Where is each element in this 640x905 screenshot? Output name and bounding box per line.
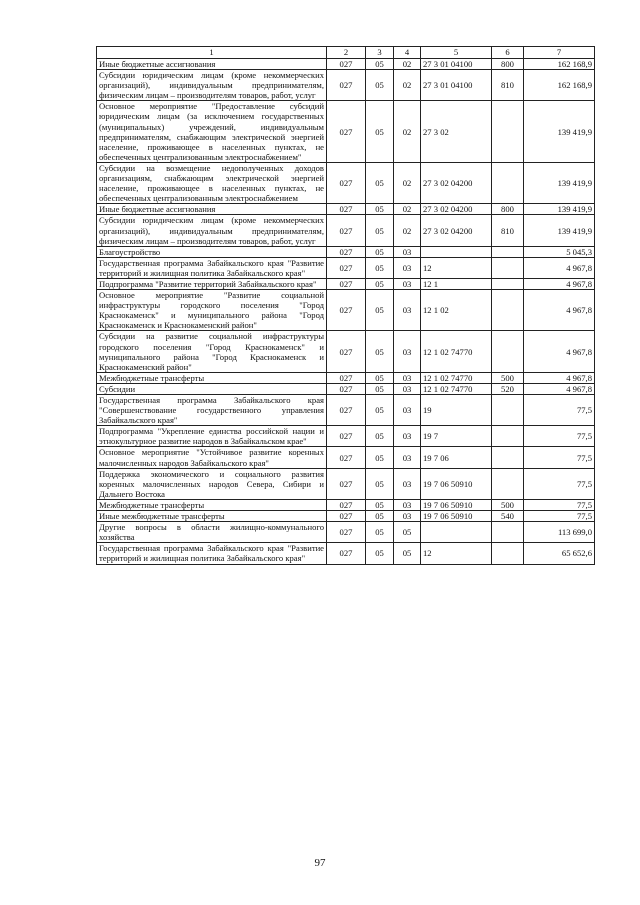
row-name-cell: Подпрограмма "Укрепление единства российской нации и этнокультурное развитие народов в Забайкальском крае" <box>97 426 327 447</box>
header-col-7: 7 <box>524 47 595 59</box>
row-csr-cell: 27 3 02 04200 <box>421 162 492 203</box>
header-col-6: 6 <box>492 47 524 59</box>
table-body <box>97 59 595 565</box>
row-kfsr-cell: 027 <box>327 426 366 447</box>
row-vr-cell <box>492 395 524 426</box>
row-csr-cell: 19 7 06 <box>421 447 492 468</box>
row-kfsr-cell: 027 <box>327 511 366 522</box>
row-kfsr-cell: 027 <box>327 101 366 163</box>
row-name-cell: Государственная программа Забайкальского края "Развитие территорий и жилищная политика Забайкальского края" <box>97 257 327 278</box>
row-name-cell: Субсидии <box>97 383 327 394</box>
row-kfsr-cell: 027 <box>327 372 366 383</box>
row-name-cell: Иные бюджетные ассигнования <box>97 204 327 215</box>
row-rz-cell: 05 <box>366 290 394 331</box>
table-row <box>97 290 595 331</box>
row-csr-cell: 12 1 02 74770 <box>421 331 492 372</box>
row-sum-cell: 77,5 <box>524 499 595 510</box>
row-kfsr-cell: 027 <box>327 162 366 203</box>
row-rz-cell: 05 <box>366 246 394 257</box>
row-vr-cell <box>492 290 524 331</box>
row-rz-cell: 05 <box>366 468 394 499</box>
row-name-cell: Субсидии на развитие социальной инфраструктуры городского поселения "Город Краснокаменск" и муниципального района "Город Краснокаменск и Краснокаменский район" <box>97 331 327 372</box>
row-rz-cell: 05 <box>366 70 394 101</box>
header-col-4: 4 <box>394 47 421 59</box>
row-csr-cell: 12 1 02 74770 <box>421 372 492 383</box>
row-vr-cell: 800 <box>492 204 524 215</box>
row-pr-cell: 03 <box>394 447 421 468</box>
row-rz-cell: 05 <box>366 426 394 447</box>
row-vr-cell: 500 <box>492 372 524 383</box>
row-csr-cell: 27 3 02 04200 <box>421 215 492 246</box>
row-kfsr-cell: 027 <box>327 257 366 278</box>
row-csr-cell: 27 3 02 04200 <box>421 204 492 215</box>
row-rz-cell: 05 <box>366 395 394 426</box>
table-row <box>97 383 595 394</box>
row-csr-cell: 12 <box>421 257 492 278</box>
row-vr-cell <box>492 447 524 468</box>
table-row <box>97 426 595 447</box>
row-kfsr-cell: 027 <box>327 468 366 499</box>
row-sum-cell: 65 652,6 <box>524 543 595 564</box>
row-pr-cell: 03 <box>394 278 421 289</box>
row-vr-cell: 520 <box>492 383 524 394</box>
row-vr-cell <box>492 257 524 278</box>
row-sum-cell: 162 168,9 <box>524 70 595 101</box>
row-pr-cell: 02 <box>394 162 421 203</box>
row-rz-cell: 05 <box>366 278 394 289</box>
row-pr-cell: 03 <box>394 372 421 383</box>
row-rz-cell: 05 <box>366 215 394 246</box>
row-vr-cell: 810 <box>492 215 524 246</box>
row-sum-cell: 4 967,8 <box>524 278 595 289</box>
table-row <box>97 70 595 101</box>
row-rz-cell: 05 <box>366 499 394 510</box>
row-kfsr-cell: 027 <box>327 447 366 468</box>
table-row <box>97 246 595 257</box>
row-pr-cell: 03 <box>394 331 421 372</box>
row-kfsr-cell: 027 <box>327 59 366 70</box>
row-sum-cell: 77,5 <box>524 426 595 447</box>
row-kfsr-cell: 027 <box>327 246 366 257</box>
table-row <box>97 257 595 278</box>
row-name-cell: Поддержка экономического и социального развития коренных малочисленных народов Севера, Сибири и Дальнего Востока <box>97 468 327 499</box>
row-pr-cell: 03 <box>394 257 421 278</box>
row-vr-cell <box>492 101 524 163</box>
row-vr-cell <box>492 162 524 203</box>
row-rz-cell: 05 <box>366 511 394 522</box>
table-row <box>97 204 595 215</box>
row-rz-cell: 05 <box>366 101 394 163</box>
row-pr-cell: 03 <box>394 426 421 447</box>
row-name-cell: Основное мероприятие "Развитие социальной инфраструктуры городского поселения "Город Краснокаменск" и муниципального района "Город Краснокаменск и Краснокаменский район" <box>97 290 327 331</box>
row-sum-cell: 77,5 <box>524 395 595 426</box>
row-csr-cell: 19 7 06 50910 <box>421 511 492 522</box>
row-sum-cell: 4 967,8 <box>524 383 595 394</box>
row-name-cell: Основное мероприятие "Устойчивое развитие коренных малочисленных народов Забайкальского края" <box>97 447 327 468</box>
row-name-cell: Подпрограмма "Развитие территорий Забайкальского края" <box>97 278 327 289</box>
header-col-5: 5 <box>421 47 492 59</box>
row-csr-cell: 19 7 06 50910 <box>421 468 492 499</box>
row-name-cell: Иные бюджетные ассигнования <box>97 59 327 70</box>
row-vr-cell <box>492 246 524 257</box>
row-rz-cell: 05 <box>366 162 394 203</box>
row-kfsr-cell: 027 <box>327 499 366 510</box>
row-csr-cell: 19 7 06 50910 <box>421 499 492 510</box>
row-rz-cell: 05 <box>366 447 394 468</box>
row-sum-cell: 5 045,3 <box>524 246 595 257</box>
row-vr-cell <box>492 522 524 543</box>
row-name-cell: Основное мероприятие "Предоставление субсидий юридическим лицам (за исключением государственных (муниципальных) учреждений, индивидуальным предпринимателям, снабжающим электрической энергией население, проживающее в населенных пунктах, не обеспеченных централизованным электроснабжением" <box>97 101 327 163</box>
row-sum-cell: 139 419,9 <box>524 204 595 215</box>
row-pr-cell: 03 <box>394 511 421 522</box>
table-row <box>97 278 595 289</box>
row-sum-cell: 4 967,8 <box>524 257 595 278</box>
row-name-cell: Благоустройство <box>97 246 327 257</box>
row-csr-cell <box>421 246 492 257</box>
page-number: 97 <box>314 857 326 869</box>
row-csr-cell: 27 3 01 04100 <box>421 70 492 101</box>
table-row <box>97 522 595 543</box>
header-col-2: 2 <box>327 47 366 59</box>
row-pr-cell: 02 <box>394 204 421 215</box>
row-vr-cell <box>492 468 524 499</box>
row-name-cell: Государственная программа Забайкальского края "Совершенствование государственного управления Забайкальского края" <box>97 395 327 426</box>
row-pr-cell: 03 <box>394 383 421 394</box>
row-name-cell: Субсидии юридическим лицам (кроме некоммерческих организаций), индивидуальным предпринимателям, физическим лицам – производителям товаров, работ, услуг <box>97 70 327 101</box>
row-name-cell: Иные межбюджетные трансферты <box>97 511 327 522</box>
row-csr-cell: 12 1 02 <box>421 290 492 331</box>
row-rz-cell: 05 <box>366 522 394 543</box>
budget-table <box>96 46 595 565</box>
row-vr-cell <box>492 426 524 447</box>
row-vr-cell <box>492 543 524 564</box>
row-sum-cell: 77,5 <box>524 511 595 522</box>
row-csr-cell <box>421 522 492 543</box>
row-pr-cell: 03 <box>394 246 421 257</box>
row-rz-cell: 05 <box>366 257 394 278</box>
row-kfsr-cell: 027 <box>327 383 366 394</box>
row-kfsr-cell: 027 <box>327 278 366 289</box>
row-name-cell: Межбюджетные трансферты <box>97 499 327 510</box>
row-kfsr-cell: 027 <box>327 522 366 543</box>
row-pr-cell: 02 <box>394 70 421 101</box>
row-name-cell: Межбюджетные трансферты <box>97 372 327 383</box>
row-kfsr-cell: 027 <box>327 215 366 246</box>
row-csr-cell: 27 3 02 <box>421 101 492 163</box>
table-header-row <box>97 47 595 59</box>
row-kfsr-cell: 027 <box>327 543 366 564</box>
row-pr-cell: 03 <box>394 499 421 510</box>
row-rz-cell: 05 <box>366 383 394 394</box>
row-sum-cell: 113 699,0 <box>524 522 595 543</box>
row-rz-cell: 05 <box>366 543 394 564</box>
row-csr-cell: 27 3 01 04100 <box>421 59 492 70</box>
header-col-1: 1 <box>97 47 327 59</box>
row-rz-cell: 05 <box>366 331 394 372</box>
row-sum-cell: 77,5 <box>524 468 595 499</box>
row-csr-cell: 12 1 <box>421 278 492 289</box>
row-csr-cell: 19 7 <box>421 426 492 447</box>
row-pr-cell: 05 <box>394 522 421 543</box>
row-rz-cell: 05 <box>366 204 394 215</box>
row-vr-cell <box>492 331 524 372</box>
row-sum-cell: 4 967,8 <box>524 290 595 331</box>
row-sum-cell: 77,5 <box>524 447 595 468</box>
row-pr-cell: 02 <box>394 215 421 246</box>
row-sum-cell: 139 419,9 <box>524 101 595 163</box>
row-kfsr-cell: 027 <box>327 331 366 372</box>
row-kfsr-cell: 027 <box>327 70 366 101</box>
table-row <box>97 215 595 246</box>
row-pr-cell: 02 <box>394 101 421 163</box>
table-row <box>97 395 595 426</box>
table-row <box>97 447 595 468</box>
row-pr-cell: 02 <box>394 59 421 70</box>
row-vr-cell: 800 <box>492 59 524 70</box>
table-row <box>97 372 595 383</box>
table-row <box>97 331 595 372</box>
row-pr-cell: 03 <box>394 290 421 331</box>
row-rz-cell: 05 <box>366 372 394 383</box>
table-row <box>97 468 595 499</box>
table-row <box>97 511 595 522</box>
row-sum-cell: 4 967,8 <box>524 331 595 372</box>
row-name-cell: Субсидии юридическим лицам (кроме некоммерческих организаций), индивидуальным предпринимателям, физическим лицам – производителям товаров, работ, услуг <box>97 215 327 246</box>
row-sum-cell: 139 419,9 <box>524 215 595 246</box>
row-csr-cell: 12 1 02 74770 <box>421 383 492 394</box>
row-kfsr-cell: 027 <box>327 395 366 426</box>
row-pr-cell: 05 <box>394 543 421 564</box>
table-row <box>97 543 595 564</box>
row-sum-cell: 162 168,9 <box>524 59 595 70</box>
table-row <box>97 101 595 163</box>
row-sum-cell: 4 967,8 <box>524 372 595 383</box>
table-row <box>97 162 595 203</box>
row-vr-cell: 500 <box>492 499 524 510</box>
row-csr-cell: 19 <box>421 395 492 426</box>
header-col-3: 3 <box>366 47 394 59</box>
row-pr-cell: 03 <box>394 395 421 426</box>
row-sum-cell: 139 419,9 <box>524 162 595 203</box>
row-name-cell: Другие вопросы в области жилищно-коммунального хозяйства <box>97 522 327 543</box>
row-pr-cell: 03 <box>394 468 421 499</box>
row-csr-cell: 12 <box>421 543 492 564</box>
row-rz-cell: 05 <box>366 59 394 70</box>
table-row <box>97 499 595 510</box>
row-vr-cell: 810 <box>492 70 524 101</box>
row-vr-cell: 540 <box>492 511 524 522</box>
row-name-cell: Субсидии на возмещение недополученных доходов организациям, снабжающим электрической энергией население, проживающее в населенных пунктах, не обеспеченных централизованным электроснабжением <box>97 162 327 203</box>
table-row <box>97 59 595 70</box>
row-kfsr-cell: 027 <box>327 290 366 331</box>
row-kfsr-cell: 027 <box>327 204 366 215</box>
row-name-cell: Государственная программа Забайкальского края "Развитие территорий и жилищная политика Забайкальского края" <box>97 543 327 564</box>
row-vr-cell <box>492 278 524 289</box>
